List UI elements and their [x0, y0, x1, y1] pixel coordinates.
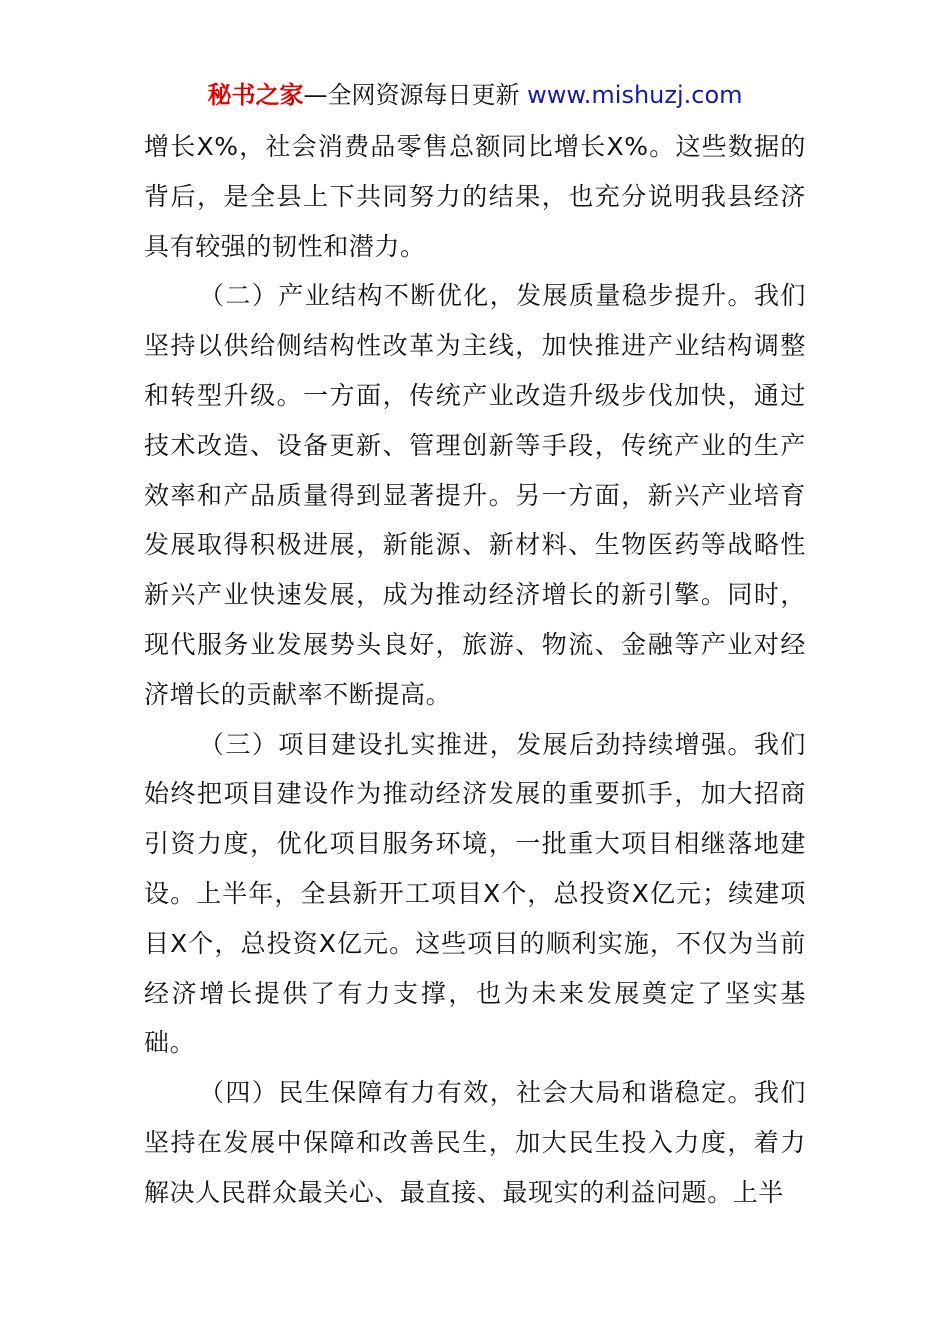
site-url-link[interactable]: www.mishuzj.com	[527, 81, 743, 109]
page-header	[0, 78, 950, 112]
brand-name: 秘书之家	[207, 81, 304, 109]
paragraph-4: （四）民生保障有力有效，社会大局和谐稳定。我们坚持在发展中保障和改善民生，加大民生投入力度，着力解决人民群众最关心、最直接、最现实的利益问题。上半	[144, 1078, 806, 1207]
document-body	[144, 122, 806, 1218]
paragraph-2: （二）产业结构不断优化，发展质量稳步提升。我们坚持以供给侧结构性改革为主线，加快推进产业结构调整和转型升级。一方面，传统产业改造升级步伐加快，通过技术改造、设备更新、管理创新等手段，传统产业的生产效率和产品质量得到显著提升。另一方面，新兴产业培育发展取得积极进展，新能源、新材料、生物医药等战略性新兴产业快速发展，成为推动经济增长的新引擎。同时，现代服务业发展势头良好，旅游、物流、金融等产业对经济增长的贡献率不断提高。	[144, 281, 806, 709]
header-tagline: —全网资源每日更新	[303, 81, 528, 109]
paragraph-3: （三）项目建设扎实推进，发展后劲持续增强。我们始终把项目建设作为推动经济发展的重要抓手，加大招商引资力度，优化项目服务环境，一批重大项目相继落地建设。上半年，全县新开工项目X个，总投资X亿元；续建项目X个，总投资X亿元。这些项目的顺利实施，不仅为当前经济增长提供了有力支撑，也为未来发展奠定了坚实基础。	[144, 729, 806, 1058]
paragraph-1: 增长X%，社会消费品零售总额同比增长X%。这些数据的背后，是全县上下共同努力的结果，也充分说明我县经济具有较强的韧性和潜力。	[144, 132, 806, 261]
